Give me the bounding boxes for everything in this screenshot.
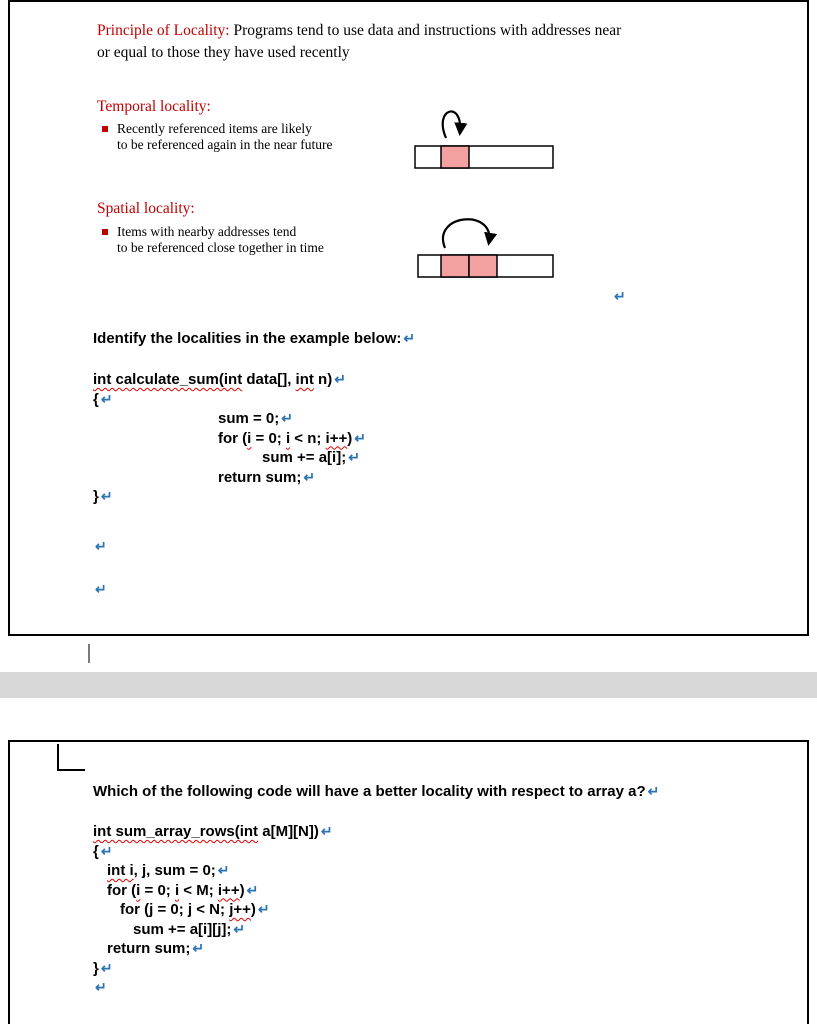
- paragraph-mark: ↵: [100, 488, 113, 504]
- identify-text: Identify the localities in the example below:: [93, 330, 402, 347]
- code-line: [93, 861, 333, 881]
- code-block-calculate-sum: [93, 370, 366, 600]
- code-text: sum += a[i];: [262, 449, 347, 466]
- paragraph-mark: ↵: [233, 920, 246, 937]
- temporal-locality-heading: Temporal locality:: [97, 98, 211, 115]
- code-line: [93, 537, 366, 557]
- code-line: [93, 409, 366, 429]
- nearby-cell: [469, 255, 497, 277]
- text-boundary-mark: [57, 744, 85, 771]
- paragraph-mark: ↵: [257, 901, 270, 917]
- bullet-icon: [102, 126, 108, 132]
- referenced-cell: [441, 255, 469, 277]
- question-text: Which of the following code will have a better locality with respect to array a?: [93, 783, 646, 800]
- code-text: a[M][N]): [258, 823, 319, 840]
- code-text-misspelled: i: [136, 881, 141, 899]
- code-text: for (: [107, 881, 137, 899]
- spatial-locality-heading: Spatial locality:: [97, 200, 195, 217]
- code-text: sum = 0;: [218, 410, 280, 427]
- principle-rest: Programs tend to use data and instructions with addresses near or equal to those they have used recently: [97, 22, 622, 61]
- paragraph-mark: ↵: [348, 449, 360, 465]
- code-text: < n;: [290, 429, 326, 447]
- code-text: n): [313, 371, 333, 388]
- code-text: = 0;: [140, 881, 175, 899]
- paragraph-mark: ↵: [100, 959, 113, 976]
- code-text-misspelled: i: [285, 429, 291, 447]
- code-text: {: [93, 390, 99, 408]
- code-text-misspelled: j++: [229, 901, 251, 918]
- code-text-misspelled: i++: [217, 881, 240, 899]
- code-text: ): [239, 881, 245, 899]
- spatial-bullet-line-1: Items with nearby addresses tend: [117, 224, 297, 239]
- code-text: {: [93, 842, 99, 860]
- principle-paragraph: [97, 20, 622, 64]
- paragraph-mark: ↵: [281, 410, 294, 426]
- code-text: }: [93, 488, 99, 505]
- paragraph-mark: ↵: [403, 330, 416, 346]
- spatial-locality-diagram: [405, 210, 565, 280]
- code-text: data[],: [242, 371, 296, 388]
- paragraph-mark: ↵: [614, 288, 626, 304]
- code-text: , j, sum = 0;: [133, 862, 216, 879]
- temporal-bullet-line-2: to be referenced again in the near future: [117, 137, 333, 152]
- code-text: return sum;: [218, 468, 302, 486]
- code-text-misspelled: i: [247, 429, 252, 447]
- page-2[interactable]: [8, 740, 809, 1024]
- code-block-sum-array-rows: [93, 822, 333, 998]
- paragraph-mark: ↵: [334, 371, 346, 387]
- code-line: [93, 448, 366, 468]
- paragraph-mark: ↵: [647, 783, 660, 799]
- paragraph-mark: ↵: [95, 537, 107, 554]
- code-line: [93, 468, 366, 488]
- spatial-bullet-line-2: to be referenced close together in time: [117, 240, 324, 255]
- paragraph-mark: ↵: [246, 881, 259, 898]
- code-line: [93, 959, 333, 979]
- code-line: [93, 939, 333, 959]
- code-line: [93, 429, 366, 449]
- code-text-misspelled: int: [295, 371, 314, 388]
- text-cursor-mark: [88, 644, 90, 663]
- referenced-cell: [441, 146, 469, 168]
- page-separator: [0, 672, 817, 698]
- code-line: [93, 900, 333, 920]
- memory-strip: [415, 146, 553, 168]
- code-text-misspelled: int calculate_sum(int: [93, 371, 243, 388]
- principle-lead: Principle of Locality:: [97, 22, 230, 39]
- code-line: [93, 580, 366, 600]
- code-text-misspelled: int i: [107, 862, 134, 879]
- paragraph-mark: ↵: [95, 581, 107, 597]
- code-text: }: [93, 959, 99, 977]
- code-line: [93, 978, 333, 998]
- code-text-misspelled: int sum_array_rows(int: [93, 823, 259, 840]
- paragraph-mark: ↵: [192, 940, 205, 956]
- code-line: [93, 881, 333, 901]
- code-line: [93, 370, 366, 390]
- code-text-misspelled: i++: [325, 429, 348, 447]
- code-line: [93, 842, 333, 862]
- code-text: return sum;: [107, 940, 191, 957]
- next-cell-arrow-icon: [443, 219, 489, 248]
- code-line: [93, 487, 366, 507]
- paragraph-mark: ↵: [320, 823, 333, 839]
- question-heading: [93, 783, 783, 800]
- paragraph-mark: ↵: [354, 429, 366, 446]
- code-line: [93, 822, 333, 842]
- code-text: for (j = 0; j < N;: [120, 901, 230, 918]
- code-text: sum += a[i][j];: [133, 920, 232, 938]
- bullet-icon: [102, 229, 108, 235]
- code-text: for (: [218, 429, 248, 447]
- code-line: [93, 390, 366, 410]
- code-text: ): [250, 901, 256, 918]
- spatial-bullet: [102, 224, 324, 256]
- paragraph-mark: ↵: [217, 862, 230, 878]
- paragraph-mark: ↵: [100, 390, 113, 407]
- code-text: = 0;: [251, 429, 286, 447]
- paragraph-mark: ↵: [100, 842, 113, 859]
- paragraph-mark: ↵: [95, 979, 107, 995]
- paragraph-mark: ↵: [303, 468, 316, 485]
- code-text: < M;: [179, 881, 218, 899]
- code-line: [93, 920, 333, 940]
- identify-heading: [93, 330, 415, 347]
- self-loop-arrow-icon: [443, 111, 460, 138]
- temporal-locality-diagram: [405, 102, 565, 172]
- code-text-misspelled: i: [174, 881, 180, 899]
- page-1[interactable]: [8, 0, 809, 636]
- temporal-bullet: [102, 121, 333, 153]
- temporal-bullet-line-1: Recently referenced items are likely: [117, 121, 312, 136]
- code-text: ): [347, 429, 353, 447]
